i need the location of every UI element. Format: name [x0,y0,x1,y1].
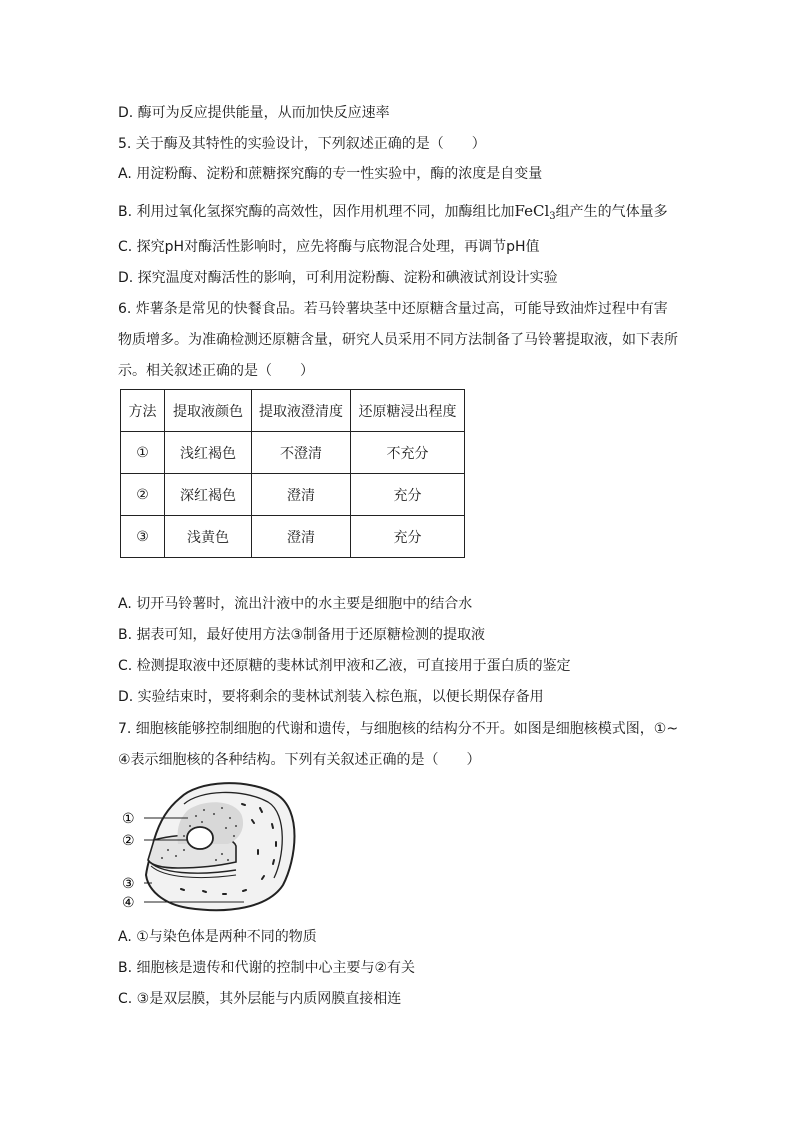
q7-option-b: B. 细胞核是遗传和代谢的控制中心主要与②有关 [118,960,416,976]
table-header-row [121,390,465,432]
nucleus-diagram [118,780,318,915]
table-header: 提取液澄清度 [252,390,351,432]
table-cell: 澄清 [252,516,351,558]
table-cell: ② [121,474,165,516]
q5-stem: 5. 关于酶及其特性的实验设计，下列叙述正确的是（ ） [118,136,486,152]
q6-option-d: D. 实验结束时，要将剩余的斐林试剂装入棕色瓶，以便长期保存备用 [118,689,544,705]
q7-stem-line1: 7. 细胞核能够控制细胞的代谢和遗传，与细胞核的结构分不开。如图是细胞核模式图，①~ [118,721,679,737]
table-header: 还原糖浸出程度 [351,390,465,432]
q6-option-c: C. 检测提取液中还原糖的斐林试剂甲液和乙液，可直接用于蛋白质的鉴定 [118,658,571,674]
q6-option-a: A. 切开马铃薯时，流出汁液中的水主要是细胞中的结合水 [118,596,473,612]
q4-option-d: D. 酶可为反应提供能量，从而加快反应速率 [118,105,390,121]
extraction-table [120,389,465,558]
table-cell: 浅黄色 [165,516,252,558]
table-cell: 充分 [351,474,465,516]
q7-option-c: C. ③是双层膜，其外层能与内质网膜直接相连 [118,991,402,1007]
label-2: ② [122,833,135,849]
table-header: 提取液颜色 [165,390,252,432]
q5-option-c: C. 探究pH对酶活性影响时，应先将酶与底物混合处理，再调节pH值 [118,239,540,255]
table-cell: 浅红褐色 [165,432,252,474]
q5-option-a: A. 用淀粉酶、淀粉和蔗糖探究酶的专一性实验中，酶的浓度是自变量 [118,166,543,182]
label-1: ① [122,811,135,827]
q5-option-d: D. 探究温度对酶活性的影响，可利用淀粉酶、淀粉和碘液试剂设计实验 [118,270,558,286]
q6-stem-line1: 6. 炸薯条是常见的快餐食品。若马铃薯块茎中还原糖含量过高，可能导致油炸过程中有害 [118,301,668,317]
table-row [121,516,465,558]
table-cell: 深红褐色 [165,474,252,516]
table-cell: 澄清 [252,474,351,516]
q6-stem-line2: 物质增多。为准确检测还原糖含量，研究人员采用不同方法制备了马铃薯提取液，如下表所 [118,332,678,348]
table-row [121,474,465,516]
q7-stem-line2: ④表示细胞核的各种结构。下列有关叙述正确的是（ ） [118,752,481,768]
label-4: ④ [122,895,135,911]
table-header: 方法 [121,390,165,432]
q6-stem-line3: 示。相关叙述正确的是（ ） [118,363,314,379]
q6-option-b: B. 据表可知，最好使用方法③制备用于还原糖检测的提取液 [118,627,486,643]
q5-option-b-text: B. 利用过氧化氢探究酶的高效性，因作用机理不同，加酶组比加 [118,204,515,220]
table-cell: 不充分 [351,432,465,474]
fecl3-formula: FeCl$_3$ [514,202,556,222]
table-row [121,432,465,474]
label-3: ③ [122,876,135,892]
nucleolus [187,827,213,849]
table-cell: 充分 [351,516,465,558]
table-cell: 不澄清 [252,432,351,474]
table-cell: ① [121,432,165,474]
q5-option-b-text-end: 组产生的气体量多 [555,204,668,220]
table-cell: ③ [121,516,165,558]
q5-option-b [118,201,668,227]
q7-option-a: A. ①与染色体是两种不同的物质 [118,929,317,945]
